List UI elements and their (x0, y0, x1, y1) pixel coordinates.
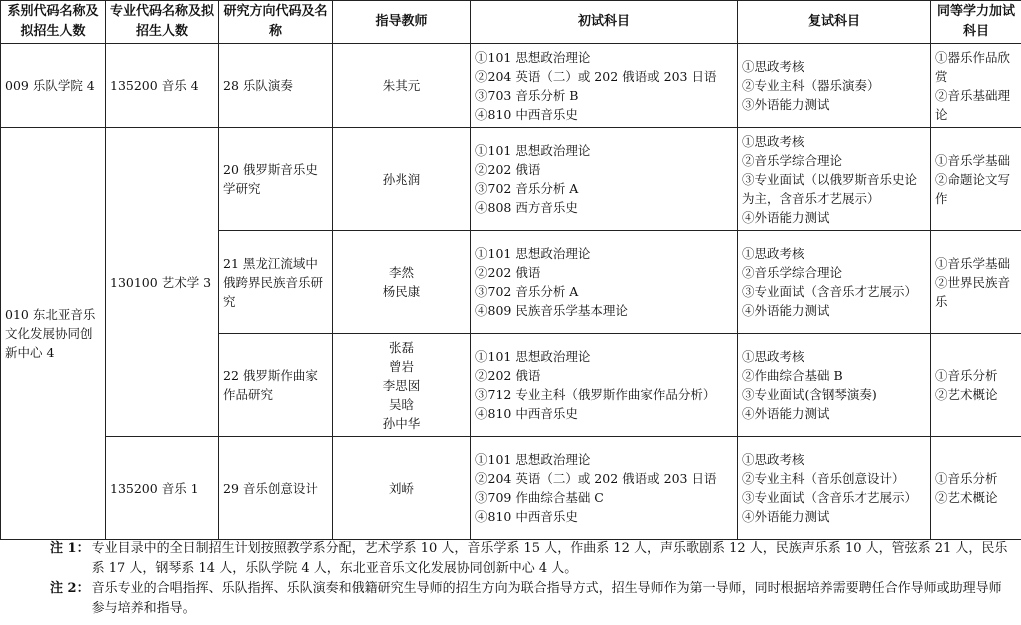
retest-item: ①思政考核 (742, 59, 805, 74)
equiv-cell (931, 437, 1021, 540)
prelim-item: ②202 俄语 (475, 162, 541, 177)
retest-item: ③外语能力测试 (742, 97, 830, 112)
retest-item: ②作曲综合基础 B (742, 368, 843, 383)
advisor-name: 朱其元 (382, 78, 421, 93)
equiv-item: ②世界民族音乐 (935, 274, 1011, 309)
header-advisor: 指导教师 (333, 1, 471, 44)
prelim-item: ③702 音乐分析 A (475, 181, 579, 196)
prelim-item: ②204 英语（二）或 202 俄语或 203 日语 (475, 471, 717, 486)
equiv-item: ②艺术概论 (935, 387, 998, 402)
table-row (1, 128, 1021, 231)
retest-cell (738, 437, 931, 540)
retest-item: ③专业面试（含音乐才艺展示） (742, 284, 918, 299)
advisor-name: 李思囡 (382, 377, 421, 393)
prelim-item: ④809 民族音乐学基本理论 (475, 303, 628, 318)
equiv-item: ②音乐基础理论 (935, 87, 1011, 122)
retest-cell (738, 128, 931, 231)
prelim-item: ①101 思想政治理论 (475, 452, 591, 467)
direction-cell: 29 音乐创意设计 (219, 437, 333, 540)
header-direction: 研究方向代码及名称 (219, 1, 333, 44)
retest-item: ④外语能力测试 (742, 406, 830, 421)
prelim-cell (471, 334, 738, 437)
equiv-item: ①器乐作品欣赏 (935, 49, 1011, 84)
equiv-item: ②命题论文写作 (935, 171, 1011, 206)
retest-cell (738, 44, 931, 128)
footnotes (50, 539, 1010, 619)
header-major: 专业代码名称及拟招生人数 (106, 1, 219, 44)
retest-item: ②音乐学综合理论 (742, 265, 843, 280)
prelim-item: ④810 中西音乐史 (475, 106, 578, 122)
table-row (1, 437, 1021, 540)
direction-cell: 22 俄罗斯作曲家作品研究 (219, 334, 333, 437)
major-cell: 135200 音乐 1 (106, 437, 219, 540)
retest-item: ④外语能力测试 (742, 209, 830, 225)
footnote-label: 注 2： (50, 581, 90, 596)
prelim-cell (471, 231, 738, 334)
advisor-name: 曾岩 (388, 358, 414, 374)
equiv-item: ②艺术概论 (935, 490, 998, 505)
prelim-item: ④810 中西音乐史 (475, 509, 578, 524)
advisor-name: 李然 (388, 265, 414, 280)
header-row (1, 1, 1021, 44)
equiv-cell (931, 231, 1021, 334)
prelim-item: ③703 音乐分析 B (475, 87, 579, 103)
retest-item: ②专业主科（音乐创意设计） (742, 471, 905, 486)
footnote-2 (50, 579, 1010, 619)
footnote-label: 注 1： (50, 541, 90, 556)
header-retest: 复试科目 (738, 1, 931, 44)
retest-cell (738, 334, 931, 437)
retest-item: ④外语能力测试 (742, 509, 830, 524)
equiv-cell (931, 334, 1021, 437)
advisor-name: 孙兆润 (382, 171, 421, 187)
prelim-item: ③702 音乐分析 A (475, 284, 579, 299)
advisor-name: 吴晗 (388, 396, 414, 412)
prelim-item: ④810 中西音乐史 (475, 406, 578, 421)
dept-cell: 009 乐队学院 4 (1, 44, 106, 128)
table-row (1, 44, 1021, 128)
prelim-item: ①101 思想政治理论 (475, 49, 591, 65)
retest-cell (738, 231, 931, 334)
advisor-name: 孙中华 (382, 415, 421, 431)
advisor-name: 杨民康 (382, 284, 421, 299)
header-equiv: 同等学力加试科目 (931, 1, 1021, 44)
prelim-item: ②202 俄语 (475, 265, 541, 280)
equiv-item: ①音乐分析 (935, 368, 998, 383)
prelim-item: ①101 思想政治理论 (475, 246, 591, 261)
equiv-item: ①音乐学基础 (935, 255, 1011, 271)
major-cell: 135200 音乐 4 (106, 44, 219, 128)
header-dept: 系别代码名称及拟招生人数 (1, 1, 106, 44)
prelim-cell (471, 437, 738, 540)
major-cell: 130100 艺术学 3 (106, 128, 219, 437)
footnote-text: 专业目录中的全日制招生计划按照教学系分配，艺术学系 10 人，音乐学系 15 人，作曲系 12 人，声乐歌剧系 12 人，民族声乐系 10 人，管弦系 21 人，民乐系 17 人，钢琴系 14 人，乐队学院 4 人，东北亚音乐文化发展协同创新中心 4 人。 (91, 541, 1008, 576)
dept-cell: 010 东北亚音乐文化发展协同创新中心 4 (1, 128, 106, 540)
advisor-cell (333, 231, 471, 334)
equiv-item: ①音乐学基础 (935, 152, 1011, 168)
prelim-item: ③712 专业主科（俄罗斯作曲家作品分析） (475, 387, 716, 402)
retest-item: ①思政考核 (742, 133, 805, 149)
retest-item: ②专业主科（器乐演奏） (742, 78, 880, 93)
prelim-item: ①101 思想政治理论 (475, 143, 591, 158)
prelim-item: ②204 英语（二）或 202 俄语或 203 日语 (475, 68, 717, 84)
equiv-item: ①音乐分析 (935, 471, 998, 486)
prelim-cell (471, 44, 738, 128)
prelim-item: ①101 思想政治理论 (475, 349, 591, 364)
prelim-item: ②202 俄语 (475, 368, 541, 383)
advisor-cell (333, 128, 471, 231)
retest-item: ①思政考核 (742, 349, 805, 364)
prelim-cell (471, 128, 738, 231)
direction-cell: 21 黑龙江流域中俄跨界民族音乐研究 (219, 231, 333, 334)
direction-cell: 28 乐队演奏 (219, 44, 333, 128)
advisor-name: 张磊 (388, 339, 414, 355)
retest-item: ③专业面试（以俄罗斯音乐史论为主，含音乐才艺展示） (742, 171, 918, 206)
retest-item: ①思政考核 (742, 452, 805, 467)
advisor-name: 刘峤 (388, 480, 414, 496)
retest-item: ②音乐学综合理论 (742, 152, 843, 168)
header-prelim: 初试科目 (471, 1, 738, 44)
retest-item: ④外语能力测试 (742, 303, 830, 318)
retest-item: ③专业面试(含钢琴演奏) (742, 387, 877, 402)
equiv-cell (931, 128, 1021, 231)
footnote-text: 音乐专业的合唱指挥、乐队指挥、乐队演奏和俄籍研究生导师的招生方向为联合指导方式，招生导师作为第一导师，同时根据培养需要聘任合作导师或助理导师参与培养和指导。 (91, 581, 1002, 616)
advisor-cell (333, 44, 471, 128)
prelim-item: ④808 西方音乐史 (475, 200, 578, 215)
advisor-cell (333, 437, 471, 540)
advisor-cell (333, 334, 471, 437)
retest-item: ③专业面试（含音乐才艺展示） (742, 490, 918, 505)
footnote-1 (50, 539, 1010, 579)
equiv-cell (931, 44, 1021, 128)
prelim-item: ③709 作曲综合基础 C (475, 490, 604, 505)
retest-item: ①思政考核 (742, 246, 805, 261)
direction-cell: 20 俄罗斯音乐史学研究 (219, 128, 333, 231)
